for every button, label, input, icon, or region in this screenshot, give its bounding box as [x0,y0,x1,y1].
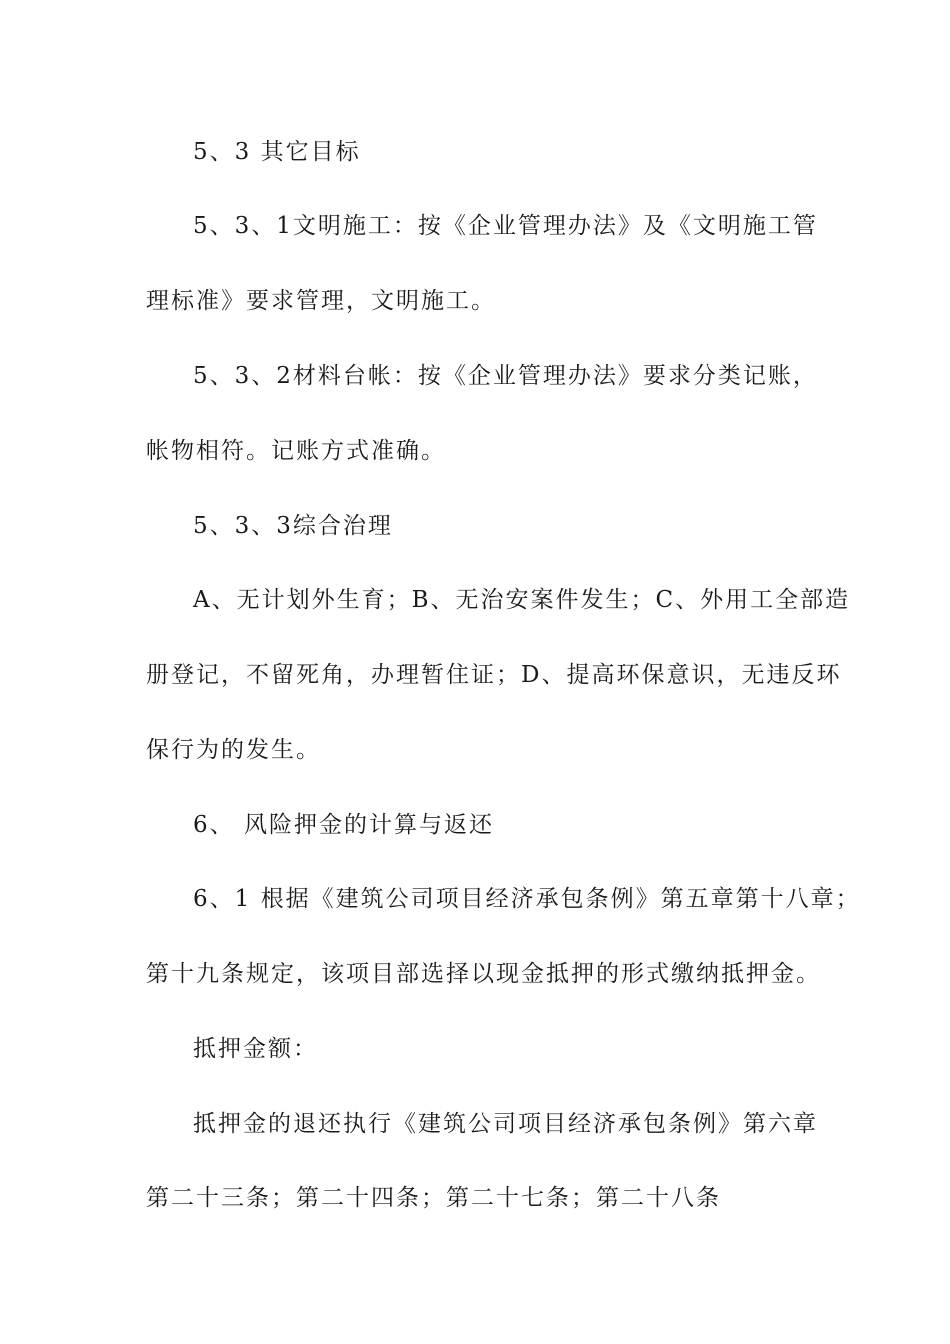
paragraph-5-3-1-line-1: 5、3、1文明施工：按《企业管理办法》及《文明施工管 [193,213,818,239]
paragraph-a-line-3: 保行为的发生。 [146,737,321,763]
section-heading-6: 6、 风险押金的计算与返还 [193,812,494,838]
paragraph-6-1-line-2: 第十九条规定，该项目部选择以现金抵押的形式缴纳抵押金。 [146,961,821,987]
paragraph-5-3-2-line-2: 帐物相符。记账方式准确。 [146,438,446,464]
section-heading-5-3-3: 5、3、3综合治理 [193,513,393,539]
paragraph-a-line-2: 册登记，不留死角，办理暂住证；D、提高环保意识，无违反环 [146,662,842,688]
section-heading-5-3: 5、3 其它目标 [193,139,361,165]
paragraph-refund-line-2: 第二十三条；第二十四条；第二十七条；第二十八条 [146,1185,721,1211]
paragraph-refund-line-1: 抵押金的退还执行《建筑公司项目经济承包条例》第六章 [193,1111,818,1137]
paragraph-5-3-2-line-1: 5、3、2材料台帐：按《企业管理办法》要求分类记账， [193,363,818,389]
deposit-amount-label: 抵押金额： [193,1036,318,1062]
paragraph-6-1-line-1: 6、1 根据《建筑公司项目经济承包条例》第五章第十八章； [193,886,861,912]
paragraph-a-line-1: A、无计划外生育；B、无治安案件发生；C、外用工全部造 [193,587,851,613]
paragraph-5-3-1-line-2: 理标准》要求管理，文明施工。 [146,288,496,314]
